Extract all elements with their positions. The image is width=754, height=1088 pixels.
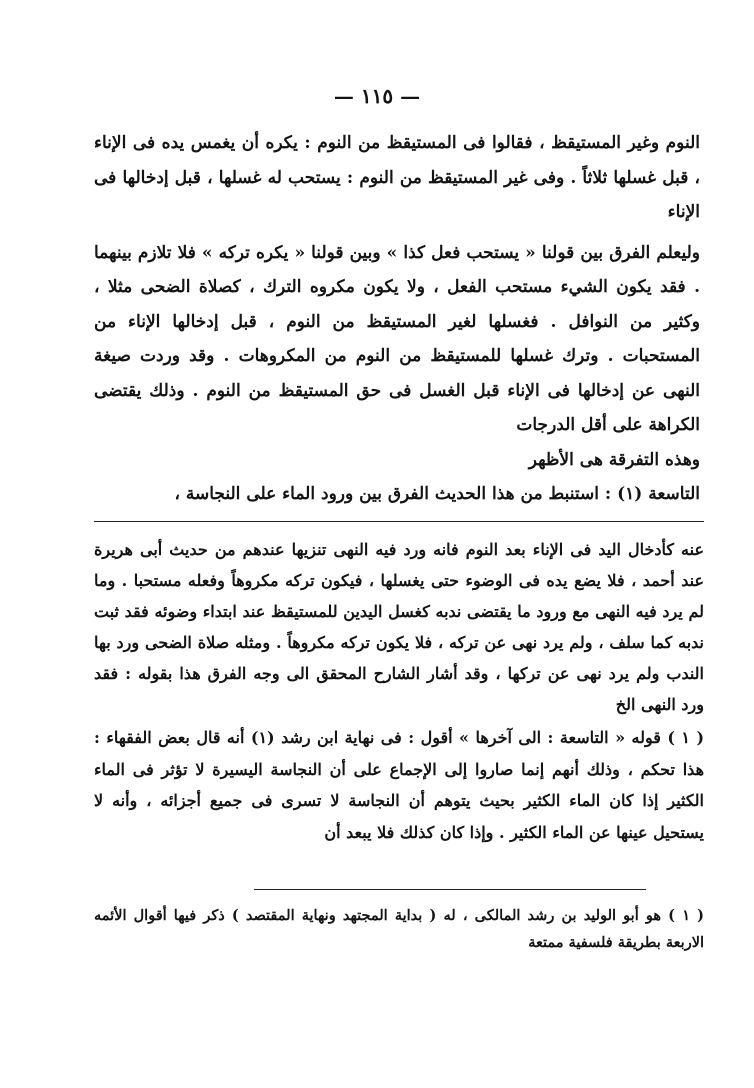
- section-divider: [94, 521, 704, 522]
- main-paragraph: النوم وغير المستيقظ ، فقالوا فى المستيقظ من النوم : يكره أن يغمس يده فى الإناء ، قبل غسلها ثلاثاً . وفى غير المستيقظ من النوم : يستحب له غسلها ، قبل إدخالها فى الإناء: [94, 133, 700, 222]
- main-paragraph: وليعلم الفرق بين قولنا « يستحب فعل كذا » وبين قولنا « يكره تركه » فلا تلازم بينهما . فقد يكون الشيء مستحب الفعل ، ولا يكون مكروه الترك ، كصلاة الضحى مثلا ، وكثير من النوافل . فغسلها لغير المستيقظ من النوم ، قبل إدخالها الإناء من المستحبات . وترك غسلها للمستيقظ من النوم من المكروهات . وقد وردت صيغة النهى عن إدخالها فى الإناء قبل الغسل فى حق المستيقظ من النوم . وذلك يقتضى الكراهة على أقل الدرجات: [94, 242, 700, 435]
- footnote: [94, 902, 704, 956]
- main-text: [94, 126, 700, 512]
- footnote-divider: [254, 889, 646, 890]
- notes-paragraph: عنه كأدخال اليد فى الإناء بعد النوم فانه ورد فيه النهى تنزيها عندهم من حديث أبى هريرة عند أحمد ، فلا يضع يده فى الوضوء حتى يغسلها ، فيكون تركه مكروهاً وفعله مستحبا . وما لم يرد فيه النهى مع ورود ما يقتضى ندبه كغسل اليدين للمستيقظ عند ابتداء وضوئه فقد ثبت ندبه كما سلف ، ولم يرد نهى عن تركه ، فلا يكون تركه مكروهاً . ومثله صلاة الضحى ورد بها الندب ولم يرد نهى عن تركها ، وقد أشار الشارح المحقق الى وجه الفرق هذا بقوله : فقد ورد النهى الخ: [94, 540, 704, 714]
- footnote-paragraph: ( ١ ) هو أبو الوليد بن رشد المالكى ، له ( بداية المجتهد ونهاية المقتصد ) ذكر فيها أقوال الأئمه الاربعة بطريقة فلسفية ممتعة: [94, 907, 704, 951]
- commentary-paragraph: ( ١ ) قوله « التاسعة : الى آخرها » أقول : فى نهاية ابن رشد (١) أنه قال بعض الفقهاء : هذا تحكم ، وذلك أنهم إنما صاروا إلى الإجماع على أن النجاسة اليسيرة لا تؤثر فى الماء الكثير إذا كان الماء الكثير بحيث يتوهم أن النجاسة لا تسرى فى جميع أجزائه ، وأنه لا يستحيل عينها عن الماء الكثير . وإذا كان كذلك فلا يبعد أن: [94, 728, 705, 842]
- commentary-text: [94, 722, 704, 848]
- main-paragraph: وهذه التفرقة هى الأظهر: [528, 449, 700, 470]
- notes-text: [94, 534, 704, 720]
- main-paragraph: التاسعة (١) : استنبط من هذا الحديث الفرق بين ورود الماء على النجاسة ،: [174, 484, 700, 504]
- page-number: — ١١٥ —: [333, 84, 421, 108]
